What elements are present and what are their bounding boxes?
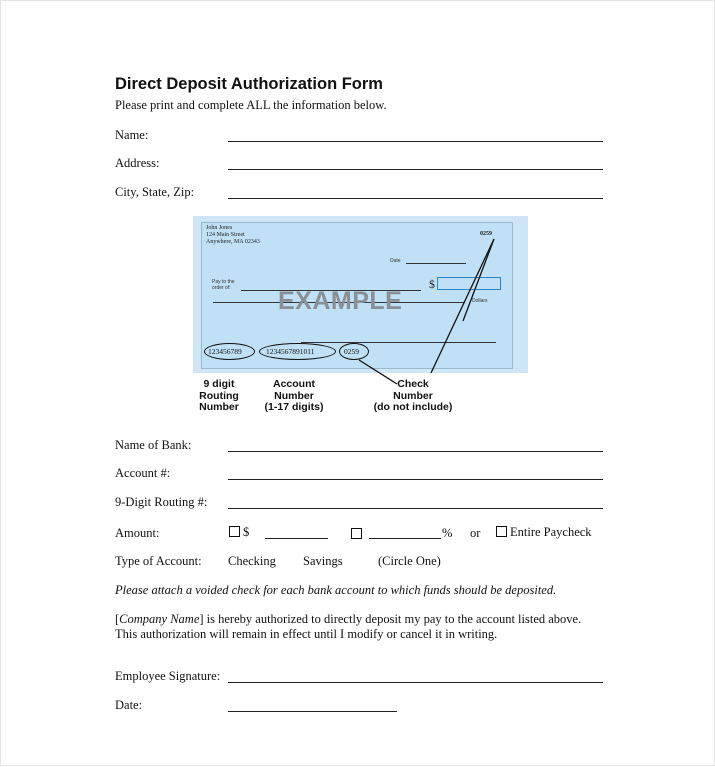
checkno-caption-3: (do not include) (373, 401, 453, 413)
account-type-label: Type of Account: (115, 554, 202, 568)
account-caption-3: (1-17 digits) (264, 401, 324, 413)
account-micr: 1234567891011 (266, 347, 315, 356)
account-type-savings[interactable]: Savings (303, 554, 343, 568)
check-date-label: Date (390, 258, 401, 264)
voided-check-note: Please attach a voided check for each bank account to which funds should be deposited. (115, 583, 557, 597)
amount-dollar-sign: $ (243, 525, 250, 539)
check-dollars-label: Dollars (472, 298, 488, 304)
name-label: Name: (115, 128, 149, 142)
check-number-pointer-2 (463, 239, 494, 321)
check-pointer-lines (1, 1, 715, 767)
routing-number-label: 9-Digit Routing #: (115, 495, 208, 509)
amount-percent-checkbox-wrap[interactable] (351, 525, 365, 543)
account-caption-1: Account (273, 378, 315, 390)
routing-caption-2: Routing (199, 389, 239, 402)
check-dollar-sign: $ (429, 277, 435, 291)
authorization-line-2: This authorization will remain in effect until I modify or cancel it in writing. (115, 626, 498, 641)
city-state-zip-label: City, State, Zip: (115, 185, 195, 199)
check-number-top: 0259 (480, 231, 492, 237)
address-label: Address: (115, 156, 160, 170)
account-number-field-line[interactable] (228, 479, 603, 480)
checkno-caption-1: Check (397, 378, 429, 390)
entire-paycheck-label: Entire Paycheck (510, 525, 592, 539)
form-instructions: Please print and complete ALL the information below. (115, 98, 387, 112)
authorization-text: is hereby authorized to directly deposit my pay to the account listed above. (203, 612, 582, 626)
routing-number-field-line[interactable] (228, 508, 603, 509)
account-number-label: Account #: (115, 466, 171, 480)
account-type-checking[interactable]: Checking (228, 554, 276, 568)
routing-caption-1: 9 digit (203, 378, 235, 390)
payto-line-2: order of: (212, 285, 231, 291)
entire-paycheck-checkbox[interactable] (496, 526, 507, 537)
entire-paycheck-option[interactable] (496, 525, 592, 540)
check-holder-name: John Jones (206, 225, 233, 231)
date-label: Date: (115, 698, 143, 712)
amount-percent-field-line[interactable] (369, 538, 441, 539)
checkno-caption-2: Number (393, 389, 433, 402)
authorization-line-1: [Company Name] is hereby authorized to directly deposit my pay to the account listed above. (115, 612, 582, 626)
amount-percent-checkbox[interactable] (351, 528, 362, 539)
account-caption (258, 379, 330, 414)
employee-signature-label: Employee Signature: (115, 669, 221, 683)
amount-dollar-checkbox[interactable] (229, 526, 240, 537)
routing-caption-3: Number (199, 401, 239, 413)
check-holder-city: Anywhere, MA 02343 (206, 239, 260, 245)
account-caption-2: Number (274, 389, 314, 402)
account-type-instruction: (Circle One) (378, 554, 441, 568)
check-number-pointer (431, 239, 494, 373)
employee-signature-field-line[interactable] (228, 682, 603, 683)
company-name-placeholder: Company Name (119, 612, 200, 626)
bank-name-field-line[interactable] (228, 451, 603, 452)
amount-dollar-field-line[interactable] (265, 538, 328, 539)
percent-sign: % (442, 526, 453, 540)
amount-dollar-option[interactable] (229, 525, 249, 540)
authorization-statement (115, 612, 581, 641)
check-number-caption (369, 379, 457, 414)
example-watermark: EXAMPLE (278, 287, 403, 315)
bank-name-label: Name of Bank: (115, 438, 192, 452)
check-holder-street: 124 Main Street (206, 232, 245, 238)
routing-micr: 123456789 (208, 347, 242, 356)
check-number-micr: 0259 (344, 347, 359, 356)
payto-line-1: Pay to the (212, 279, 235, 285)
date-field-line[interactable] (228, 711, 397, 712)
amount-or-text: or (470, 526, 481, 540)
amount-label: Amount: (115, 526, 160, 540)
form-title: Direct Deposit Authorization Form (115, 75, 383, 93)
routing-caption (196, 379, 242, 414)
